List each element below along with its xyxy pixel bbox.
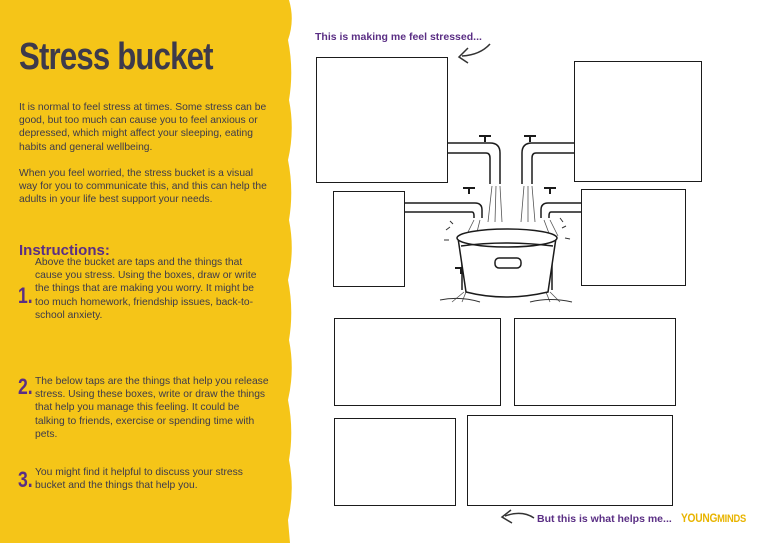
bucket-icon	[457, 229, 557, 297]
helps-box-middle-left[interactable]	[334, 318, 501, 406]
stress-box-top-right[interactable]	[574, 61, 702, 182]
intro-paragraph-2: When you feel worried, the stress bucket is a visual way for you to communicate this, and this can help the adults in your life best support your needs.	[19, 168, 267, 206]
helps-note: But this is what helps me...	[537, 513, 672, 525]
instructions-heading: Instructions:	[19, 242, 110, 259]
arrow-bottom-icon	[505, 513, 534, 518]
step-2-text: The below taps are the things that help you release stress. Using these boxes, write or draw the things that help you manage this feeling. It could be talking to friends, exercise or spending time with pets.	[35, 376, 269, 440]
step-3-text: You might find it helpful to discuss your stress bucket and the things that help you.	[35, 467, 243, 492]
stress-note: This is making me feel stressed...	[315, 31, 482, 43]
page-title: Stress bucket	[19, 36, 213, 78]
step-1-number: 1.	[18, 283, 33, 308]
intro-paragraph-1: It is normal to feel stress at times. Some stress can be good, but too much can cause you to feel anxious or depressed, which might affect your sleeping, eating habits and general wellbeing.	[19, 102, 267, 153]
step-3-number: 3.	[18, 467, 33, 492]
stress-box-mid-left[interactable]	[333, 191, 405, 287]
youngminds-logo: YOUNGMINDS	[681, 511, 746, 525]
step-2-number: 2.	[18, 374, 33, 399]
helps-box-bottom-left[interactable]	[334, 418, 456, 506]
helps-box-middle-right[interactable]	[514, 318, 676, 406]
step-1-text: Above the bucket are taps and the things that cause you stress. Using the boxes, draw or write the things that are making you worry. It might be too much homework, friendship issues, back-to-school anxiety.	[35, 257, 257, 321]
stress-box-mid-right[interactable]	[581, 189, 686, 286]
stress-box-top-left[interactable]	[316, 57, 448, 183]
helps-box-bottom-right[interactable]	[467, 415, 673, 506]
